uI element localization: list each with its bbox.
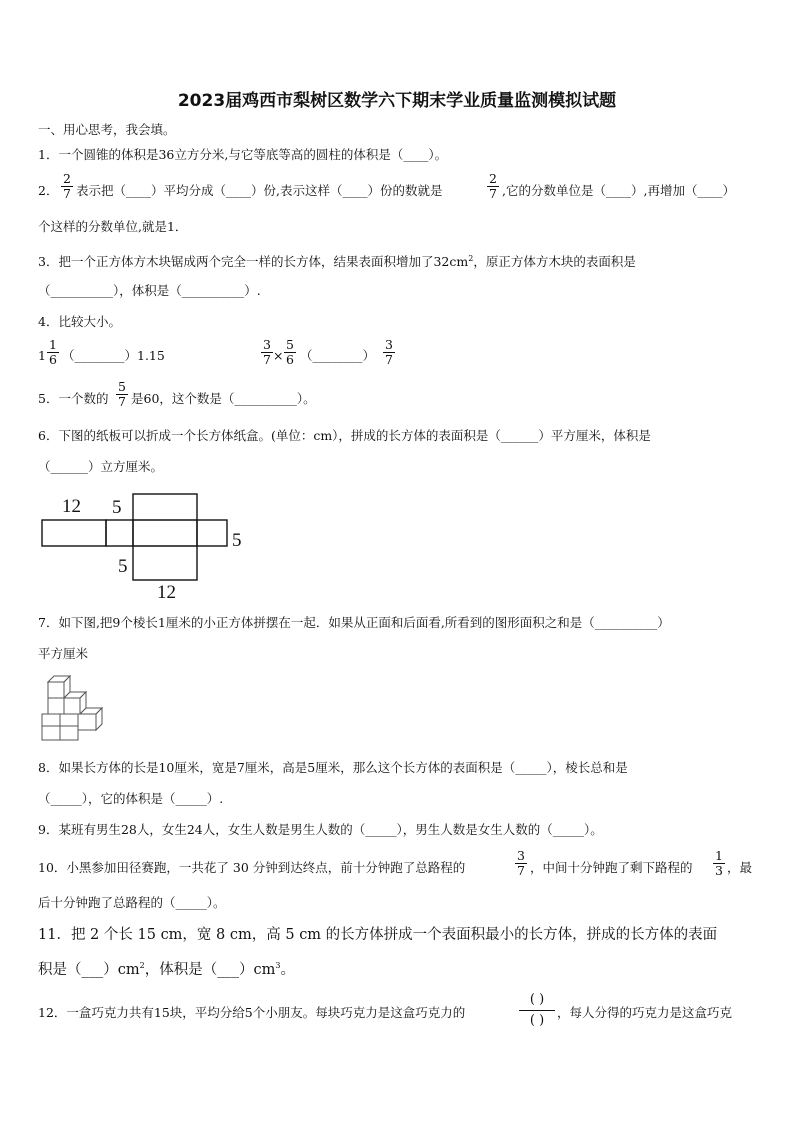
question-6-line-2: （______）立方厘米。 bbox=[38, 459, 164, 474]
question-10-text-mid: ，中间十分钟跑了剩下路程的 bbox=[530, 860, 693, 875]
question-8-line-2: （_____），它的体积是（_____）. bbox=[38, 791, 224, 806]
question-4-times: × bbox=[273, 348, 284, 363]
question-10-text: 10．小黑参加田径赛跑，一共花了 30 分钟到达终点，前十分钟跑了总路程的 bbox=[38, 860, 466, 875]
question-4-fraction-b3: $\frac{3}{7}$ bbox=[383, 338, 395, 367]
question-7-line-2: 平方厘米 bbox=[38, 646, 89, 661]
question-7-line-1: 7．如下图,把9个棱长1厘米的小正方体拼摆在一起．如果从正面和后面看,所看到的图形面积之和是（__________） bbox=[38, 615, 670, 630]
label-top-12: 12 bbox=[62, 496, 81, 517]
question-2-number: 2． bbox=[38, 183, 59, 198]
question-2-fraction-1: $\frac{2}{7}$ bbox=[61, 172, 73, 201]
question-5-text-tail: 是60，这个数是（__________）。 bbox=[131, 391, 316, 406]
question-4-line-1: 4．比较大小。 bbox=[38, 314, 121, 329]
cube-stack-diagram bbox=[40, 670, 116, 744]
question-4-mixed-fraction: $\frac{1}{6}$ bbox=[47, 338, 59, 367]
net-face-side-right bbox=[197, 520, 227, 546]
question-11-line-2: 积是$(\_\_\_)cm^2$，体积是$(\_\_\_)cm^3$。 bbox=[38, 961, 295, 978]
question-11-line-1: 11．把 2 个长 15 cm，宽 8 cm，高 5 cm 的长方体拼成一个表面积最小的长方体，拼成的长方体的表面 bbox=[38, 927, 718, 943]
question-2-line-2: 个这样的分数单位,就是1． bbox=[38, 219, 188, 234]
label-right-5: 5 bbox=[232, 530, 242, 551]
question-5-text: 5．一个数的 bbox=[38, 391, 109, 406]
label-bottom-5: 5 bbox=[118, 556, 128, 577]
label-bottom-12: 12 bbox=[157, 582, 176, 602]
question-4-compare-a: （________）1.15 bbox=[62, 348, 165, 363]
net-face-center bbox=[133, 494, 197, 580]
question-3-line-1: 3．把一个正方体方木块锯成两个完全一样的长方体，结果表面积增加了$32cm^2$，原正方体方木块的表面积是 bbox=[38, 254, 636, 270]
question-4-compare-b: （________） bbox=[300, 348, 376, 363]
question-2-text-tail: ,它的分数单位是（____）,再增加（____） bbox=[502, 183, 735, 198]
question-10-fraction-1: $\frac{3}{7}$ bbox=[515, 849, 527, 878]
question-5-fraction: $\frac{5}{7}$ bbox=[116, 380, 128, 409]
label-top-5: 5 bbox=[112, 497, 122, 518]
question-2-fraction-2: $\frac{2}{7}$ bbox=[487, 172, 499, 201]
net-face-side-left bbox=[106, 520, 133, 546]
question-10-text-tail: ，最 bbox=[727, 860, 753, 875]
question-4-whole: 1 bbox=[38, 348, 46, 363]
question-6-line-1: 6．下图的纸板可以折成一个长方体纸盒。(单位：cm），拼成的长方体的表面积是（______）平方厘米，体积是 bbox=[38, 428, 651, 443]
question-10-line-2: 后十分钟跑了总路程的（_____）。 bbox=[38, 895, 226, 910]
question-12-text-tail: ，每人分得的巧克力是这盒巧克 bbox=[557, 1005, 733, 1020]
question-4-fraction-b2: $\frac{5}{6}$ bbox=[284, 338, 296, 367]
page-title: 2023届鸡西市梨树区数学六下期末学业质量监测模拟试题 bbox=[177, 91, 617, 111]
question-2-text: 表示把（____）平均分成（____）份,表示这样（____）份的数就是 bbox=[76, 183, 443, 198]
net-face-left bbox=[42, 520, 106, 546]
question-9: 9．某班有男生28人，女生24人，女生人数是男生人数的（_____），男生人数是女生人数的（_____）。 bbox=[38, 822, 603, 837]
question-10-fraction-2: $\frac{1}{3}$ bbox=[713, 849, 725, 878]
box-net-diagram bbox=[36, 486, 276, 602]
question-4-fraction-b1: $\frac{3}{7}$ bbox=[261, 338, 273, 367]
question-12-blank-fraction: ( ) ( ) bbox=[519, 990, 555, 1031]
section-heading: 一、用心思考，我会填。 bbox=[38, 122, 176, 137]
question-1: 1．一个圆锥的体积是36立方分米,与它等底等高的圆柱的体积是（____）。 bbox=[38, 147, 448, 162]
question-3-line-2: （__________），体积是（__________）. bbox=[38, 283, 261, 298]
question-12-text: 12．一盒巧克力共有15块，平均分给5个小朋友。每块巧克力是这盒巧克力的 bbox=[38, 1005, 466, 1020]
question-8-line-1: 8．如果长方体的长是10厘米，宽是7厘米，高是5厘米，那么这个长方体的表面积是（_____），棱长总和是 bbox=[38, 760, 628, 775]
